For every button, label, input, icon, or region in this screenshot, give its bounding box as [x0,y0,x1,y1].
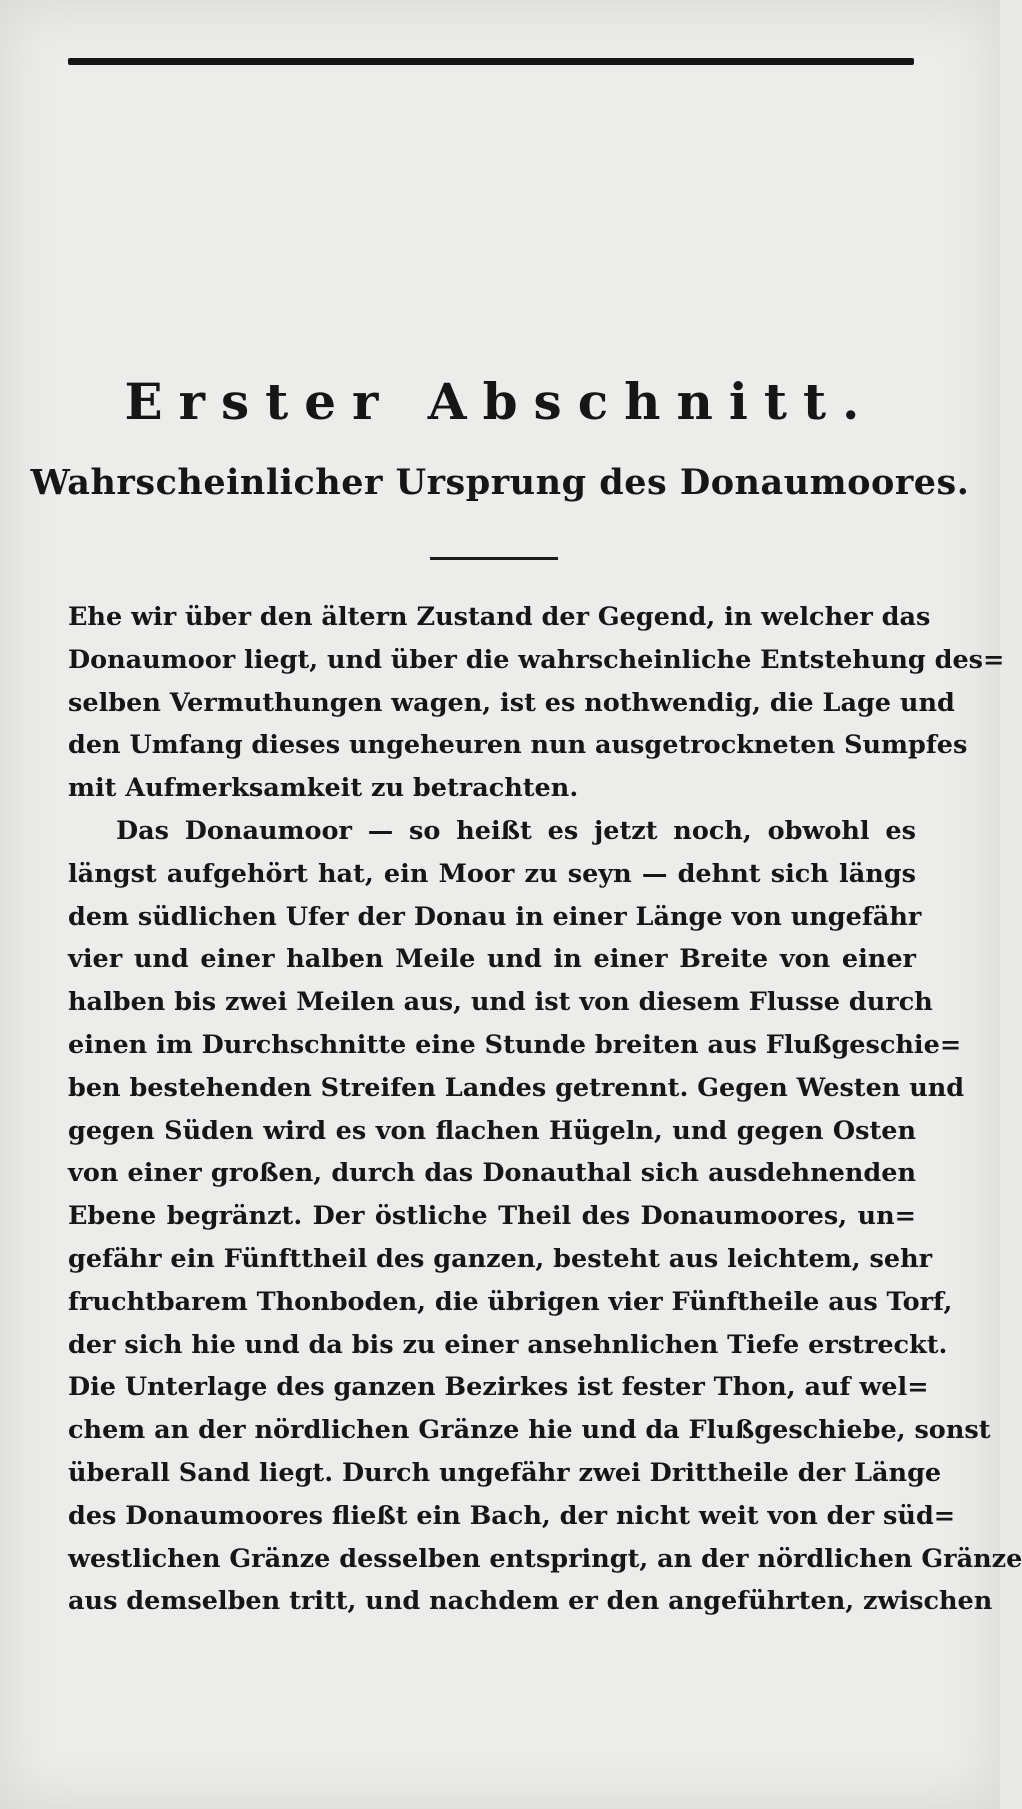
top-rule [68,58,914,65]
body-text [68,596,1022,1623]
text-line: gegen Süden wird es von flachen Hügeln, und gegen Osten [68,1115,916,1146]
text-line: einen im Durchschnitte eine Stunde breiten aus Flußgeschie= [68,1029,962,1060]
text-line: aus demselben tritt, und nachdem er den angeführten, zwischen [68,1586,993,1617]
text-line: Ebene begränzt. Der östliche Theil des Donaumoores, un= [68,1201,916,1232]
section-subheading: Wahrscheinlicher Ursprung des Donaumoores. [30,462,970,503]
separator-rule [430,557,558,560]
text-line: der sich hie und da bis zu einer ansehnlichen Tiefe erstreckt. [68,1329,948,1360]
text-line: Das Donaumoor — so heißt es jetzt noch, obwohl es [116,815,916,846]
text-line: gefähr ein Fünfttheil des ganzen, besteht aus leichtem, sehr [68,1243,933,1274]
text-line: dem südlichen Ufer der Donau in einer Länge von ungefähr [68,901,922,932]
text-line: längst aufgehört hat, ein Moor zu seyn — dehnt sich längs [68,858,916,889]
section-heading: Erster Abschnitt. [124,372,876,431]
text-line: des Donaumoores fließt ein Bach, der nicht weit von der süd= [68,1500,956,1531]
text-line: den Umfang dieses ungeheuren nun ausgetrockneten Sumpfes [68,730,968,761]
text-line: chem an der nördlichen Gränze hie und da Flußgeschiebe, sonst [68,1415,991,1446]
text-line: ben bestehenden Streifen Landes getrennt. Gegen Westen und [68,1072,965,1103]
text-line: überall Sand liegt. Durch ungefähr zwei Drittheile der Länge [68,1457,942,1488]
text-line: mit Aufmerksamkeit zu betrachten. [68,773,579,804]
text-line: Die Unterlage des ganzen Bezirkes ist fester Thon, auf wel= [68,1372,929,1403]
text-line: halben bis zwei Meilen aus, und ist von diesem Flusse durch [68,987,933,1018]
text-line: Ehe wir über den ältern Zustand der Gegend, in welcher das [68,602,931,632]
text-line: fruchtbarem Thonboden, die übrigen vier Fünftheile aus Torf, [68,1286,953,1317]
text-line: vier und einer halben Meile und in einer Breite von einer [68,944,916,975]
text-line: selben Vermuthungen wagen, ist es nothwendig, die Lage und [68,687,955,718]
text-line: westlichen Gränze desselben entspringt, an der nördlichen Gränze [68,1543,1022,1574]
text-line: Donaumoor liegt, und über die wahrscheinliche Entstehung des= [68,644,1005,675]
text-line: von einer großen, durch das Donauthal sich ausdehnenden [68,1158,916,1189]
